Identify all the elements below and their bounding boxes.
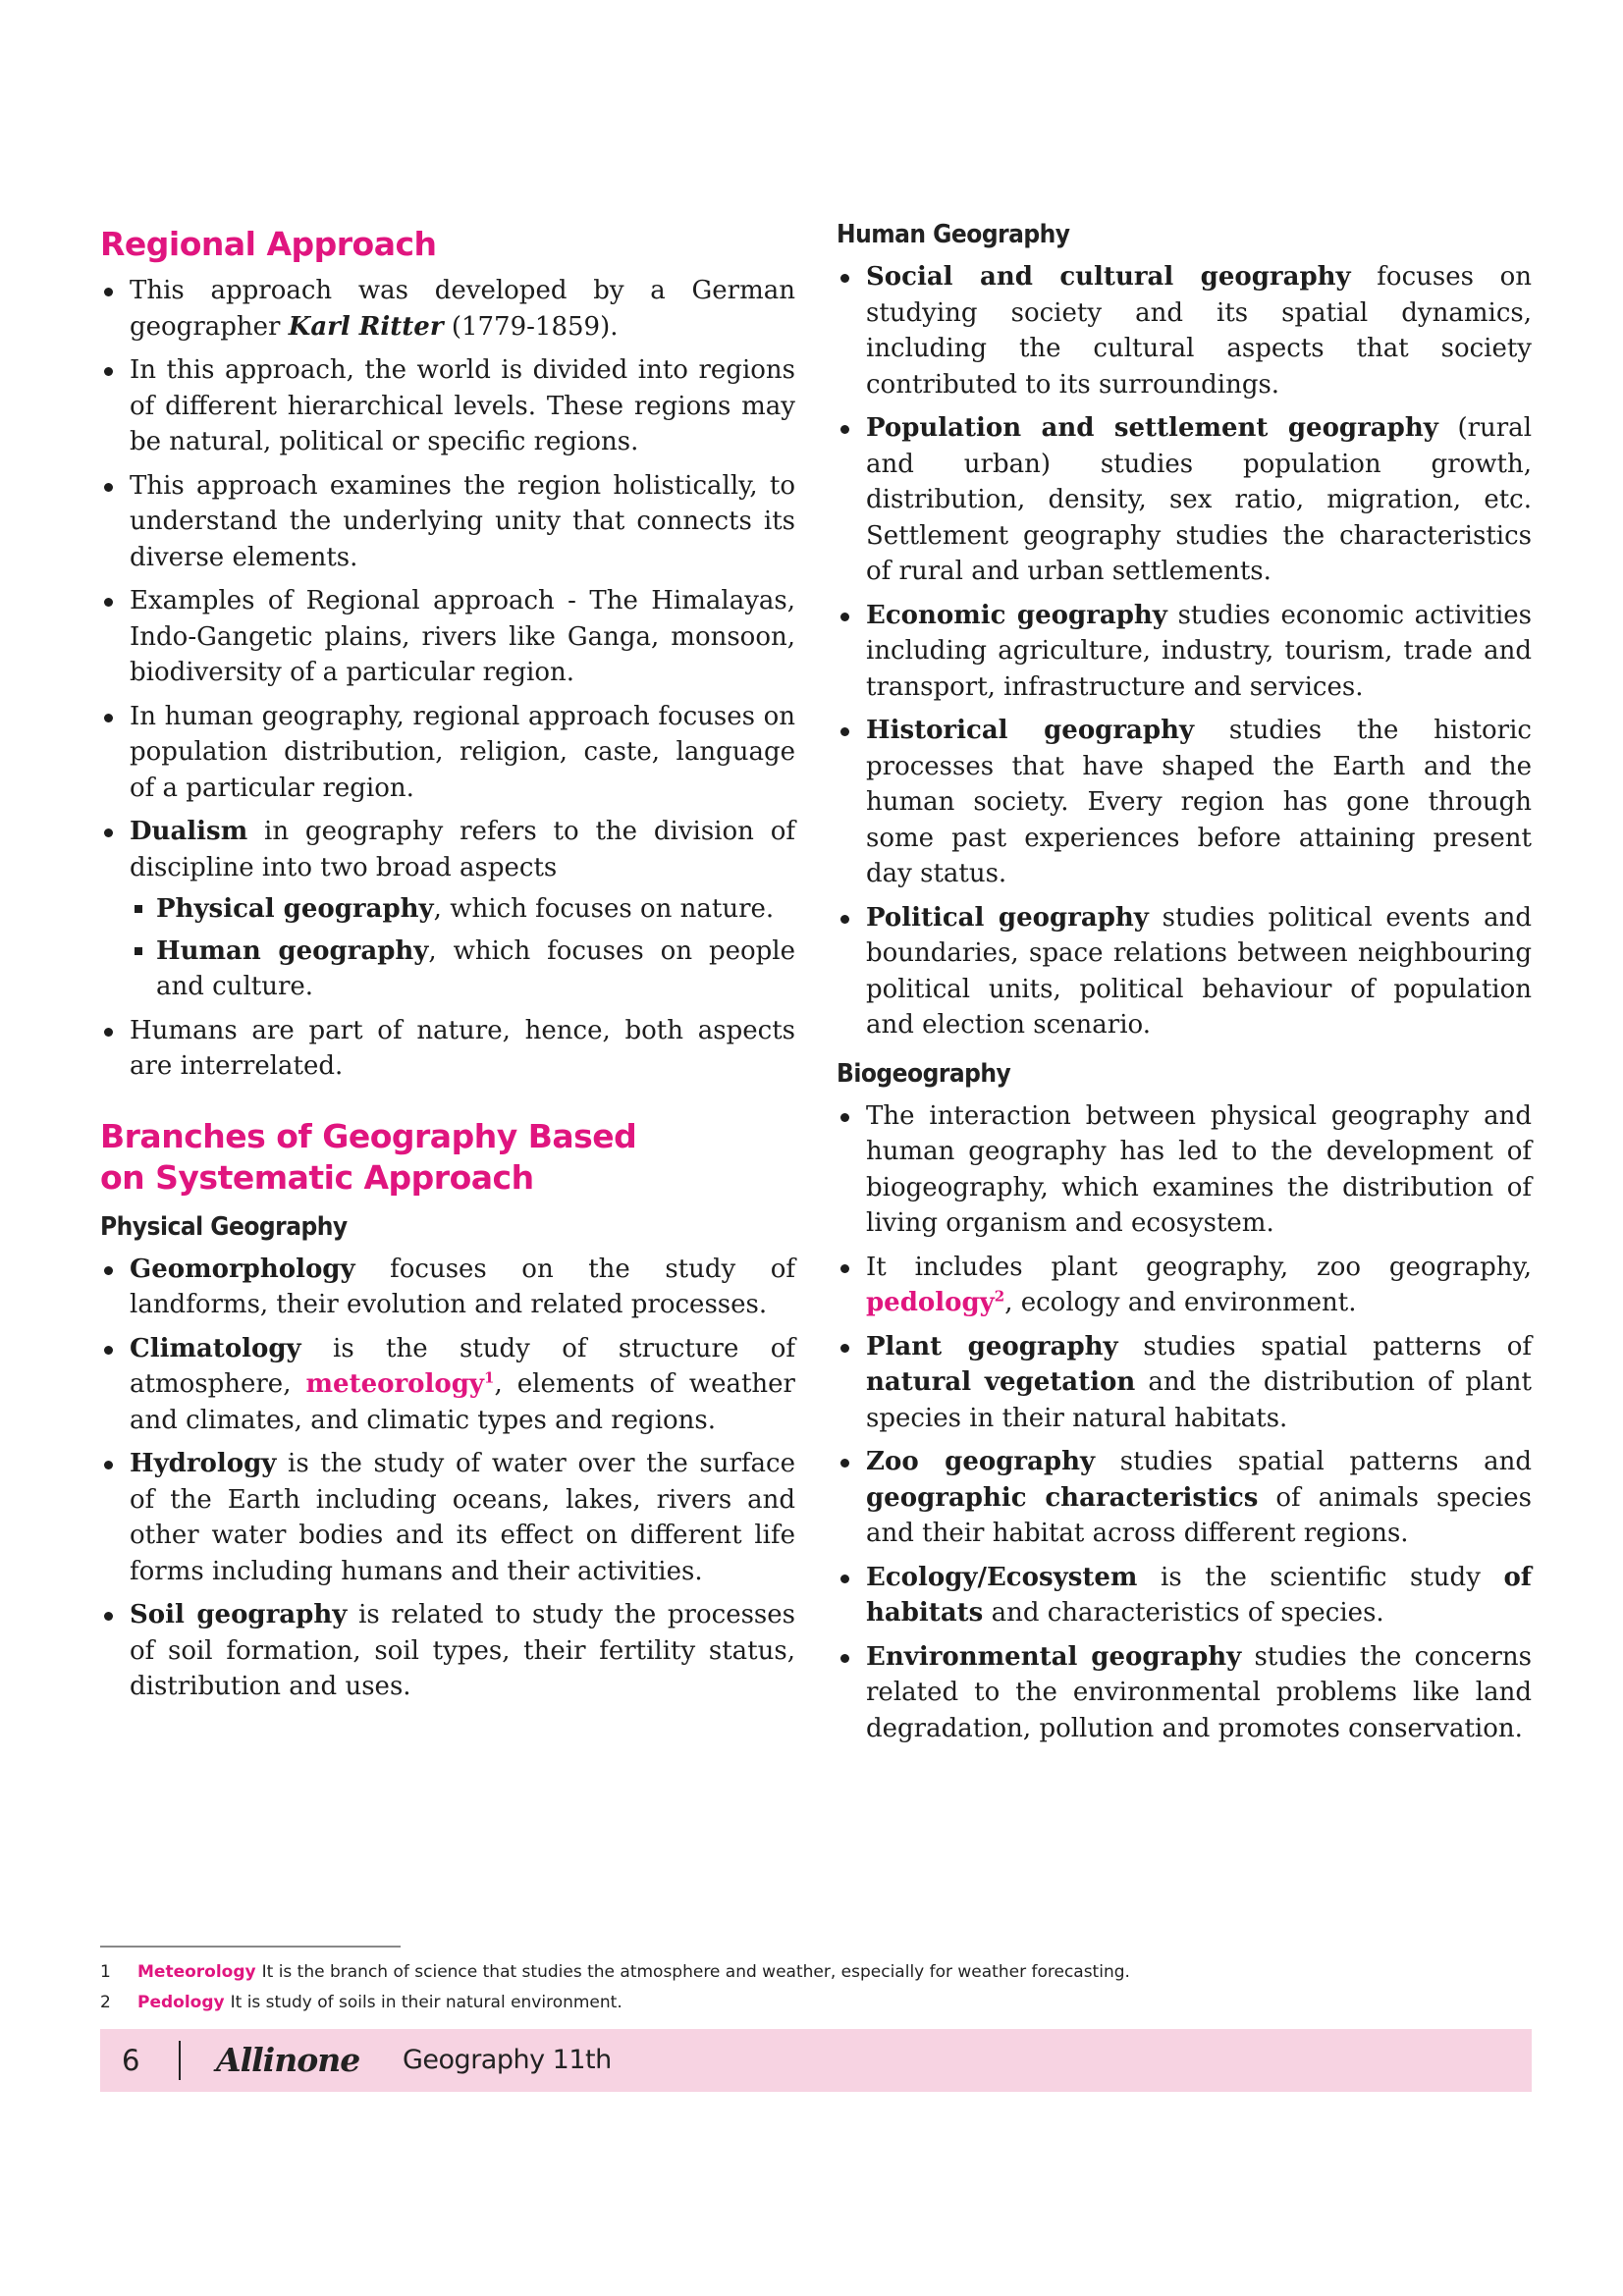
list-item: This approach examines the region holistically, to understand the underlying unity that connects its diverse elements. (100, 468, 795, 576)
footnote (100, 1957, 1534, 1988)
footnote-ref[interactable]: 1 (484, 1368, 495, 1387)
list-item: Environmental geography studies the concerns related to the environmental problems like land degradation, pollution and promotes conservation. (837, 1639, 1532, 1747)
term: Environmental geography (866, 1641, 1242, 1672)
footer-divider (179, 2041, 181, 2080)
term: Zoo geography (866, 1447, 1096, 1476)
term: Hydrology (130, 1449, 277, 1478)
footnote-divider (100, 1946, 401, 1948)
physical-geography-list (100, 1252, 795, 1705)
term: of habitats (866, 1562, 1532, 1628)
list-item: Zoo geography studies spatial patterns and geographic characteristics of animals species and their habitat across different regions. (837, 1444, 1532, 1552)
term: Plant geography (866, 1331, 1118, 1362)
sub-list-item: Physical geography, which focuses on nature. (130, 891, 795, 928)
list-item: Climatology is the study of structure of atmosphere, meteorology$^1$, elements of weather and climates, and climatic types and regions. (100, 1331, 795, 1439)
term: geographic characteristics (866, 1482, 1259, 1513)
term: Ecology/Ecosystem (866, 1562, 1138, 1592)
list-item: In human geography, regional approach focuses on population distribution, religion, caste, language of a particular region. (100, 699, 795, 807)
list-item: Hydrology is the study of water over the surface of the Earth including oceans, lakes, rivers and other water bodies and its effect on different life forms including humans and their activities. (100, 1446, 795, 1589)
list-item: Plant geography studies spatial patterns of natural vegetation and the distribution of plant species in their natural habitats. (837, 1329, 1532, 1437)
term: Geomorphology (130, 1254, 355, 1284)
term: Political geography (866, 902, 1149, 933)
physical-geography-heading: Physical Geography (100, 1211, 348, 1242)
footnote-number: 1 (100, 1962, 111, 1982)
book-title: Geography 11th (403, 2045, 612, 2075)
list-item: Political geography studies political events and boundaries, space relations between neighbouring political units, political behaviour of population and election scenario. (837, 900, 1532, 1043)
page-number: 6 (122, 2044, 140, 2077)
dualism-sublist (130, 891, 795, 1005)
human-geography-heading: Human Geography (837, 220, 1070, 249)
list-item: In this approach, the world is divided into regions of different hierarchical levels. These regions may be natural, political or specific regions. (100, 352, 795, 460)
list-item: Humans are part of nature, hence, both aspects are interrelated. (100, 1013, 795, 1085)
list-item: Examples of Regional approach - The Himalayas, Indo-Gangetic plains, rivers like Ganga, monsoon, biodiversity of a particular region. (100, 583, 795, 691)
footnote-text: It is study of soils in their natural environment. (230, 1993, 622, 2012)
term: Soil geography (130, 1600, 348, 1629)
list-item: This approach was developed by a German geographer Karl Ritter (1779-1859). (100, 273, 795, 345)
meteorology-link[interactable]: meteorology (305, 1369, 485, 1399)
list-item: Population and settlement geography (rural and urban) studies population growth, distribution, density, sex ratio, migration, etc. Settlement geography studies the characteristics of rural and urban settlements. (837, 410, 1532, 590)
term: Physical geography (156, 894, 434, 924)
page-footer (100, 2029, 1532, 2092)
list-item: Ecology/Ecosystem is the scientific study of habitats and characteristics of species. (837, 1560, 1532, 1631)
brand-logo: Allinone (216, 2041, 360, 2079)
right-column (837, 218, 1532, 1754)
term: Human geography (156, 935, 429, 966)
term: Population and settlement geography (866, 413, 1438, 443)
footnote-term: Pedology (137, 1993, 225, 2012)
biogeography-list (837, 1098, 1532, 1747)
footnote-ref[interactable]: 2 (994, 1287, 1005, 1306)
footnote-term: Meteorology (137, 1962, 256, 1982)
term: Economic geography (866, 600, 1167, 630)
list-item: Social and cultural geography focuses on studying society and its spatial dynamics, including the cultural aspects that society contributed to its surroundings. (837, 259, 1532, 402)
karl-ritter-name: Karl Ritter (288, 311, 444, 342)
sub-list-item: Human geography, which focuses on people and culture. (130, 934, 795, 1005)
list-item: The interaction between physical geography and human geography has led to the development of biogeography, which examines the distribution of living organism and ecosystem. (837, 1098, 1532, 1242)
list-item: Soil geography is related to study the processes of soil formation, soil types, their fertility status, distribution and uses. (100, 1597, 795, 1705)
regional-approach-list (100, 273, 795, 1085)
footnotes (100, 1946, 1534, 2018)
branches-heading: Branches of Geography Based on Systematic Approach (100, 1116, 637, 1197)
list-item: Geomorphology focuses on the study of landforms, their evolution and related processes. (100, 1252, 795, 1323)
term: natural vegetation (866, 1367, 1136, 1397)
biogeography-heading: Biogeography (837, 1058, 1011, 1089)
term: Historical geography (866, 716, 1195, 745)
term: Climatology (130, 1333, 301, 1363)
term: Dualism (130, 817, 248, 846)
list-item: Economic geography studies economic activities including agriculture, industry, tourism, trade and transport, infrastructure and services. (837, 598, 1532, 706)
footnote-text: It is the branch of science that studies the atmosphere and weather, especially for weather forecasting. (261, 1962, 1130, 1982)
list-item: Historical geography studies the historic processes that have shaped the Earth and the human society. Every region has gone through some past experiences before attaining present day status. (837, 713, 1532, 892)
left-column (100, 224, 795, 1713)
pedology-link[interactable]: pedology (866, 1288, 995, 1317)
human-geography-list (837, 259, 1532, 1043)
regional-approach-heading: Regional Approach (100, 225, 437, 263)
list-item: Dualism in geography refers to the division of discipline into two broad aspects Physical geography, which focuses on nature. Human geography, which focuses on people and culture. (100, 814, 795, 1005)
footnote-number: 2 (100, 1993, 111, 2012)
footnote (100, 1988, 1534, 2018)
term: Social and cultural geography (866, 262, 1351, 292)
list-item: It includes plant geography, zoo geography, pedology$^2$, ecology and environment. (837, 1250, 1532, 1321)
